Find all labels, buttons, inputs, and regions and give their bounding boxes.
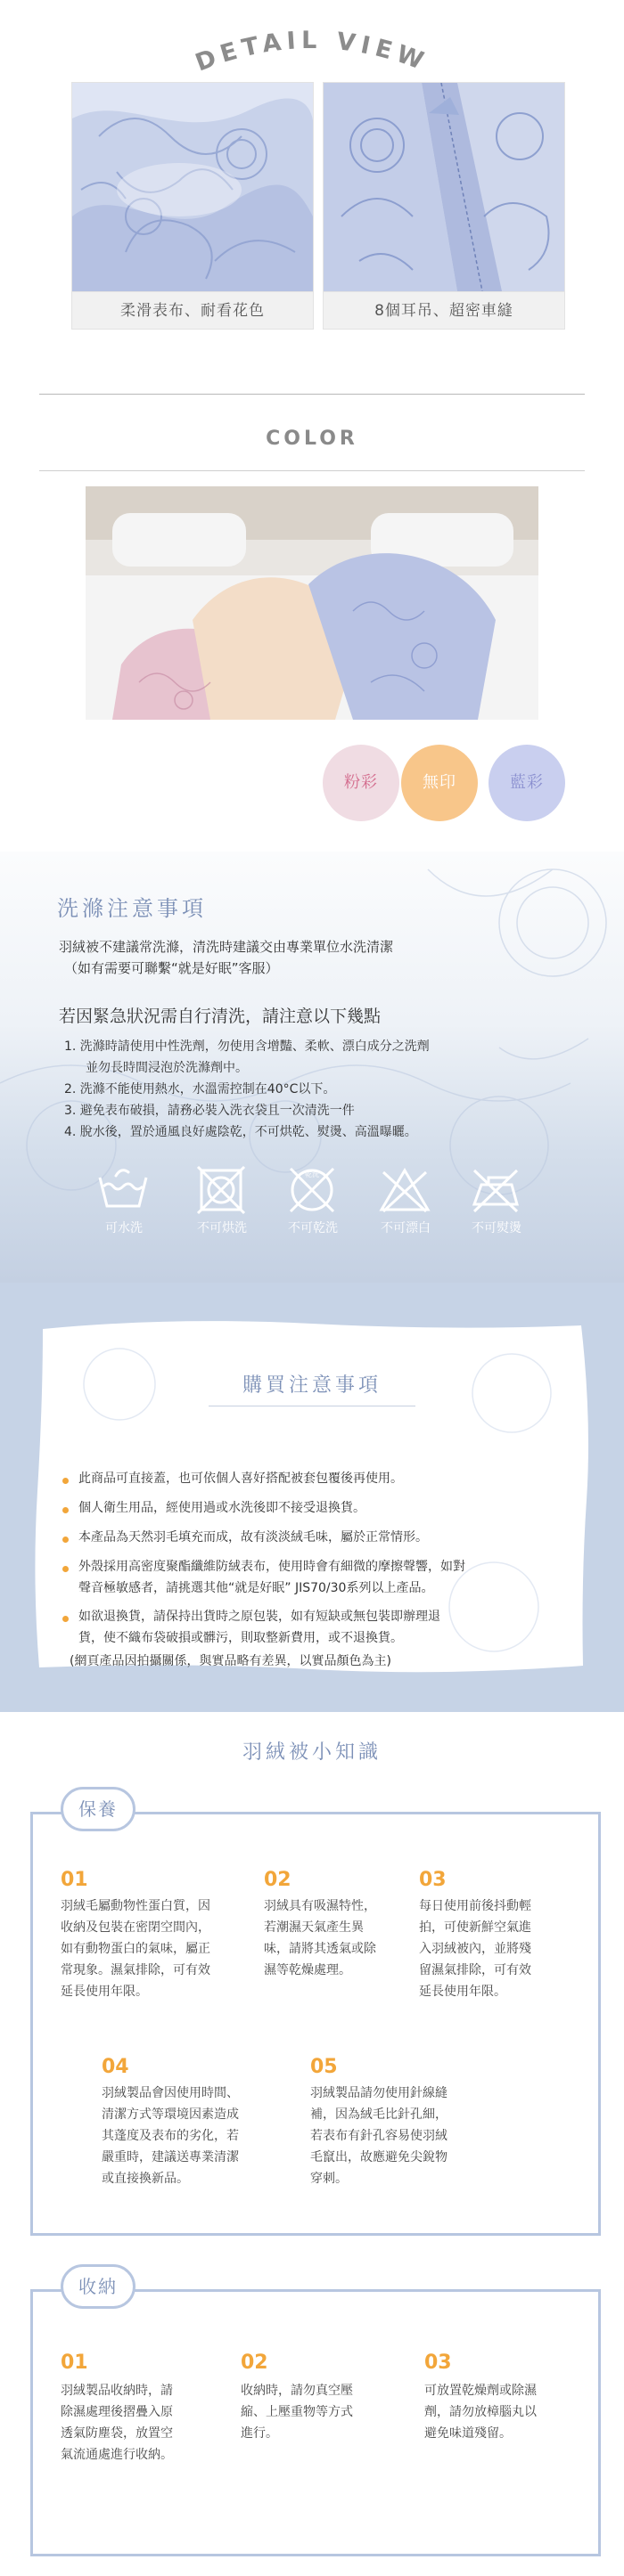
purchase-item-3: 本產品為天然羽毛填充而成，故有淡淡絨毛味，屬於正常情形。 (78, 1530, 428, 1545)
no-tumble-dry-icon (194, 1165, 248, 1215)
wash-title: 洗滌注意事項 (57, 896, 207, 921)
detail-view-title (0, 16, 624, 78)
wash-item-1-cont: 並勿長時間浸泡於洗滌劑中。 (86, 1061, 248, 1075)
no-iron-icon (469, 1165, 522, 1215)
purchase-item-5: 如欲退換貨，請保持出貨時之原包裝，如有短缺或無包裝即辦理退 (78, 1610, 440, 1624)
storage-num-01: 01 (61, 2352, 88, 2374)
care-num-05: 05 (310, 2056, 338, 2078)
color-title: COLOR (266, 428, 358, 450)
swatch-pink: 粉彩 (323, 745, 399, 821)
stitch-caption: 8個耳吊、超密車縫 (324, 291, 564, 329)
wash-subtitle: 若因緊急狀況需自行清洗，請注意以下幾點 (59, 1007, 382, 1026)
detail-view-title-text: DETAIL VIEW (192, 26, 432, 77)
no-tumble-dry-label: 不可烘洗 (197, 1221, 247, 1235)
care-text-04: 羽絨製品會因使用時間、 清潔方式等環境因素造成 其蓬度及表布的劣化，若 嚴重時，建議送專業清潔 或直接換新品。 (102, 2086, 239, 2186)
no-bleach-icon (378, 1165, 431, 1215)
purchase-title: 購買注意事項 (242, 1374, 382, 1397)
no-iron-label: 不可熨燙 (472, 1221, 521, 1235)
storage-text-03: 可放置乾燥劑或除濕 劑，請勿放樟腦丸以 避免味道殘留。 (424, 2384, 537, 2441)
purchase-bullet (62, 1566, 69, 1572)
fabric-caption: 柔滑表布、耐看花色 (72, 291, 313, 329)
hand-wash-label: 可水洗 (105, 1221, 143, 1235)
hand-wash-icon (96, 1165, 150, 1215)
wash-item-1: 1. 洗滌時請使用中性洗劑，勿使用含增豔、柔軟、漂白成分之洗劑 (64, 1039, 430, 1054)
color-photo (86, 486, 538, 720)
wash-item-3: 3. 避免表布破損，請務必裝入洗衣袋且一次清洗一件 (64, 1104, 355, 1118)
purchase-bullet (62, 1616, 69, 1622)
purchase-item-4: 外殼採用高密度聚酯纖維防絨表布，使用時會有細微的摩擦聲響，如對 (78, 1560, 465, 1574)
swatch-blue: 藍彩 (489, 745, 565, 821)
color-divider (39, 470, 585, 471)
care-text-01: 羽絨毛屬動物性蛋白質，因 收納及包裝在密閉空間內， 如有動物蛋白的氣味，屬正 常現象。濕氣排除，可有效 延長使用年限。 (61, 1899, 210, 1999)
purchase-note: (網頁產品因拍攝關係，與實品略有差異，以實品顏色為主) (70, 1654, 391, 1668)
detail-card-stitch (323, 82, 565, 330)
storage-tab: 收納 (61, 2264, 135, 2309)
wash-section (0, 852, 624, 1283)
storage-num-02: 02 (241, 2352, 268, 2374)
care-text-03: 每日使用前後抖動輕 拍，可使新鮮空氣進 入羽絨被內，並將殘 留濕氣排除，可有效 延長使用年限。 (419, 1899, 531, 1999)
svg-text:DETAIL VIEW (192, 27, 432, 77)
knowledge-title: 羽絨被小知識 (242, 1741, 382, 1764)
purchase-bullet (62, 1478, 69, 1484)
wash-intro-line-2: （如有需要可聯繫“就是好眠”客服） (64, 960, 279, 976)
no-bleach-label: 不可漂白 (381, 1221, 431, 1235)
purchase-item-2: 個人衛生用品，經使用過或水洗後即不接受退換貨。 (78, 1501, 365, 1515)
purchase-bullet (62, 1537, 69, 1543)
wash-intro-line-1: 羽絨被不建議常洗滌，清洗時建議交由專業單位水洗清潔 (59, 939, 394, 955)
wash-item-2: 2. 洗滌不能使用熱水，水溫需控制在40°C以下。 (64, 1082, 336, 1096)
purchase-item-5-cont: 貨，使不織布袋破損或髒污，則取整新費用，或不退換貨。 (78, 1631, 403, 1645)
purchase-bullet (62, 1507, 69, 1513)
care-num-02: 02 (264, 1869, 291, 1891)
purchase-card (30, 1313, 594, 1678)
detail-view-section (0, 0, 624, 426)
care-num-01: 01 (61, 1869, 88, 1891)
no-dry-clean-label: 不可乾洗 (288, 1221, 338, 1235)
no-dry-clean-icon (285, 1165, 339, 1215)
wash-item-4: 4. 脫水後，置於通風良好處陰乾，不可烘乾、熨燙、高溫曝曬。 (64, 1125, 417, 1139)
care-tab: 保養 (61, 1787, 135, 1831)
purchase-item-1: 此商品可直接蓋，也可依個人喜好搭配被套包覆後再使用。 (78, 1471, 403, 1486)
detail-divider (39, 394, 585, 395)
purchase-section (0, 1283, 624, 1712)
storage-num-03: 03 (424, 2352, 452, 2374)
care-num-03: 03 (419, 1869, 447, 1891)
stitch-photo (324, 83, 564, 291)
care-text-05: 羽絨製品請勿使用針線縫 補，因為絨毛比針孔細， 若表布有針孔容易使羽絨 毛竄出，故應避免尖銳物 穿刺。 (310, 2086, 447, 2186)
purchase-item-4-cont: 聲音極敏感者，請挑選其他“就是好眠” JIS70/30系列以上產品。 (78, 1581, 434, 1595)
care-num-04: 04 (102, 2056, 129, 2078)
care-text-02: 羽絨具有吸濕特性， 若潮濕天氣產生異 味，請將其透氣或除 濕等乾燥處理。 (264, 1899, 376, 1977)
storage-text-01: 羽絨製品收納時，請 除濕處理後摺疊入原 透氣防塵袋，放置空 氣流通處進行收納。 (61, 2384, 173, 2462)
svg-text:乾洗: 乾洗 (305, 1170, 319, 1178)
storage-text-02: 收納時，請勿真空壓 縮、上壓重物等方式 進行。 (241, 2384, 353, 2441)
swatch-natural: 無印 (401, 745, 478, 821)
fabric-photo (72, 83, 313, 291)
detail-card-fabric (71, 82, 314, 330)
